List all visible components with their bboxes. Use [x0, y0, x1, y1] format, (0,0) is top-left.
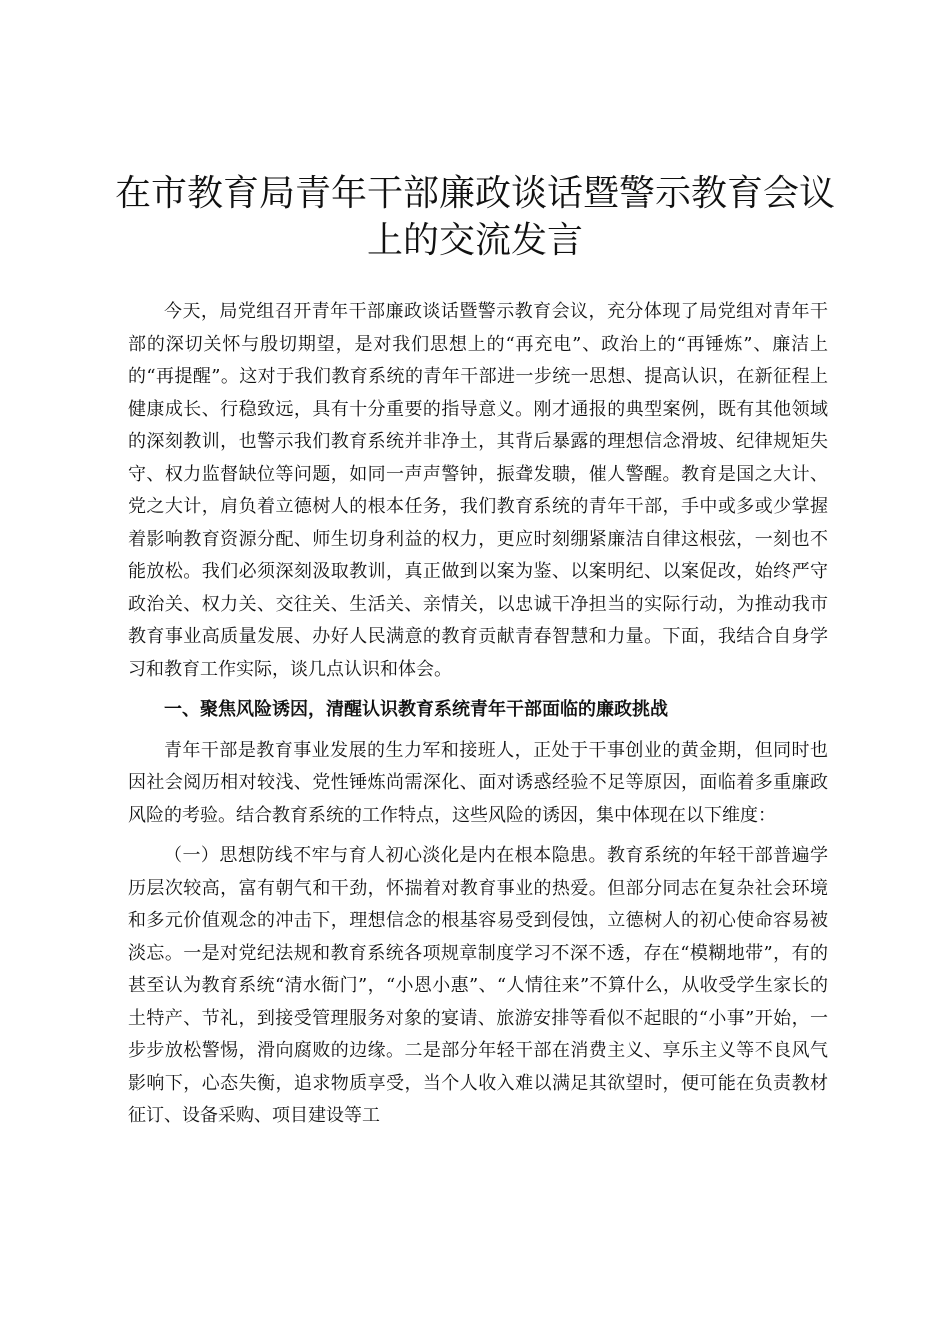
- intro-paragraph: 今天，局党组召开青年干部廉政谈话暨警示教育会议，充分体现了局党组对青年干部的深切关怀与殷切期望，是对我们思想上的“再充电”、政治上的“再锤炼”、廉洁上的“再提醒”。这对于我们教育系统的青年干部进一步统一思想、提高认识，在新征程上健康成长、行稳致远，具有十分重要的指导意义。刚才通报的典型案例，既有其他领域的深刻教训，也警示我们教育系统并非净土，其背后暴露的理想信念滑坡、纪律规矩失守、权力监督缺位等问题，如同一声声警钟，振聋发聩，催人警醒。教育是国之大计、党之大计，肩负着立德树人的根本任务，我们教育系统的青年干部，手中或多或少掌握着影响教育资源分配、师生切身利益的权力，更应时刻绷紧廉洁自律这根弦，一刻也不能放松。我们必须深刻汲取教训，真正做到以案为鉴、以案明纪、以案促改，始终严守政治关、权力关、交往关、生活关、亲情关，以忠诚干净担当的实际行动，为推动我市教育事业高质量发展、办好人民满意的教育贡献青春智慧和力量。下面，我结合自身学习和教育工作实际，谈几点认识和体会。: [128, 301, 828, 680]
- document-body: [128, 296, 828, 1133]
- subsection-paragraph: （一）思想防线不牢与育人初心淡化是内在根本隐患。教育系统的年轻干部普遍学历层次较高，富有朝气和干劲，怀揣着对教育事业的热爱。但部分同志在复杂社会环境和多元价值观念的冲击下，理想信念的根基容易受到侵蚀，立德树人的初心使命容易被淡忘。一是对党纪法规和教育系统各项规章制度学习不深不透，存在“模糊地带”，有的甚至认为教育系统“清水衙门”，“小恩小惠”、“人情往来”不算什么，从收受学生家长的土特产、节礼，到接受管理服务对象的宴请、旅游安排等看似不起眼的“小事”开始，一步步放松警惕，滑向腐败的边缘。二是部分年轻干部在消费主义、享乐主义等不良风气影响下，心态失衡，追求物质享受，当个人收入难以满足其欲望时，便可能在负责教材征订、设备采购、项目建设等工: [128, 845, 828, 1126]
- document-title: 在市教育局青年干部廉政谈话暨警示教育会议上的交流发言: [114, 173, 835, 261]
- section-heading: 一、聚焦风险诱因，清醒认识教育系统青年干部面临的廉政挑战: [164, 699, 668, 720]
- section-paragraph: 青年干部是教育事业发展的生力军和接班人，正处于干事创业的黄金期，但同时也因社会阅历相对较浅、党性锤炼尚需深化、面对诱惑经验不足等原因，面临着多重廉政风险的考验。结合教育系统的工作特点，这些风险的诱因，集中体现在以下维度：: [128, 739, 828, 826]
